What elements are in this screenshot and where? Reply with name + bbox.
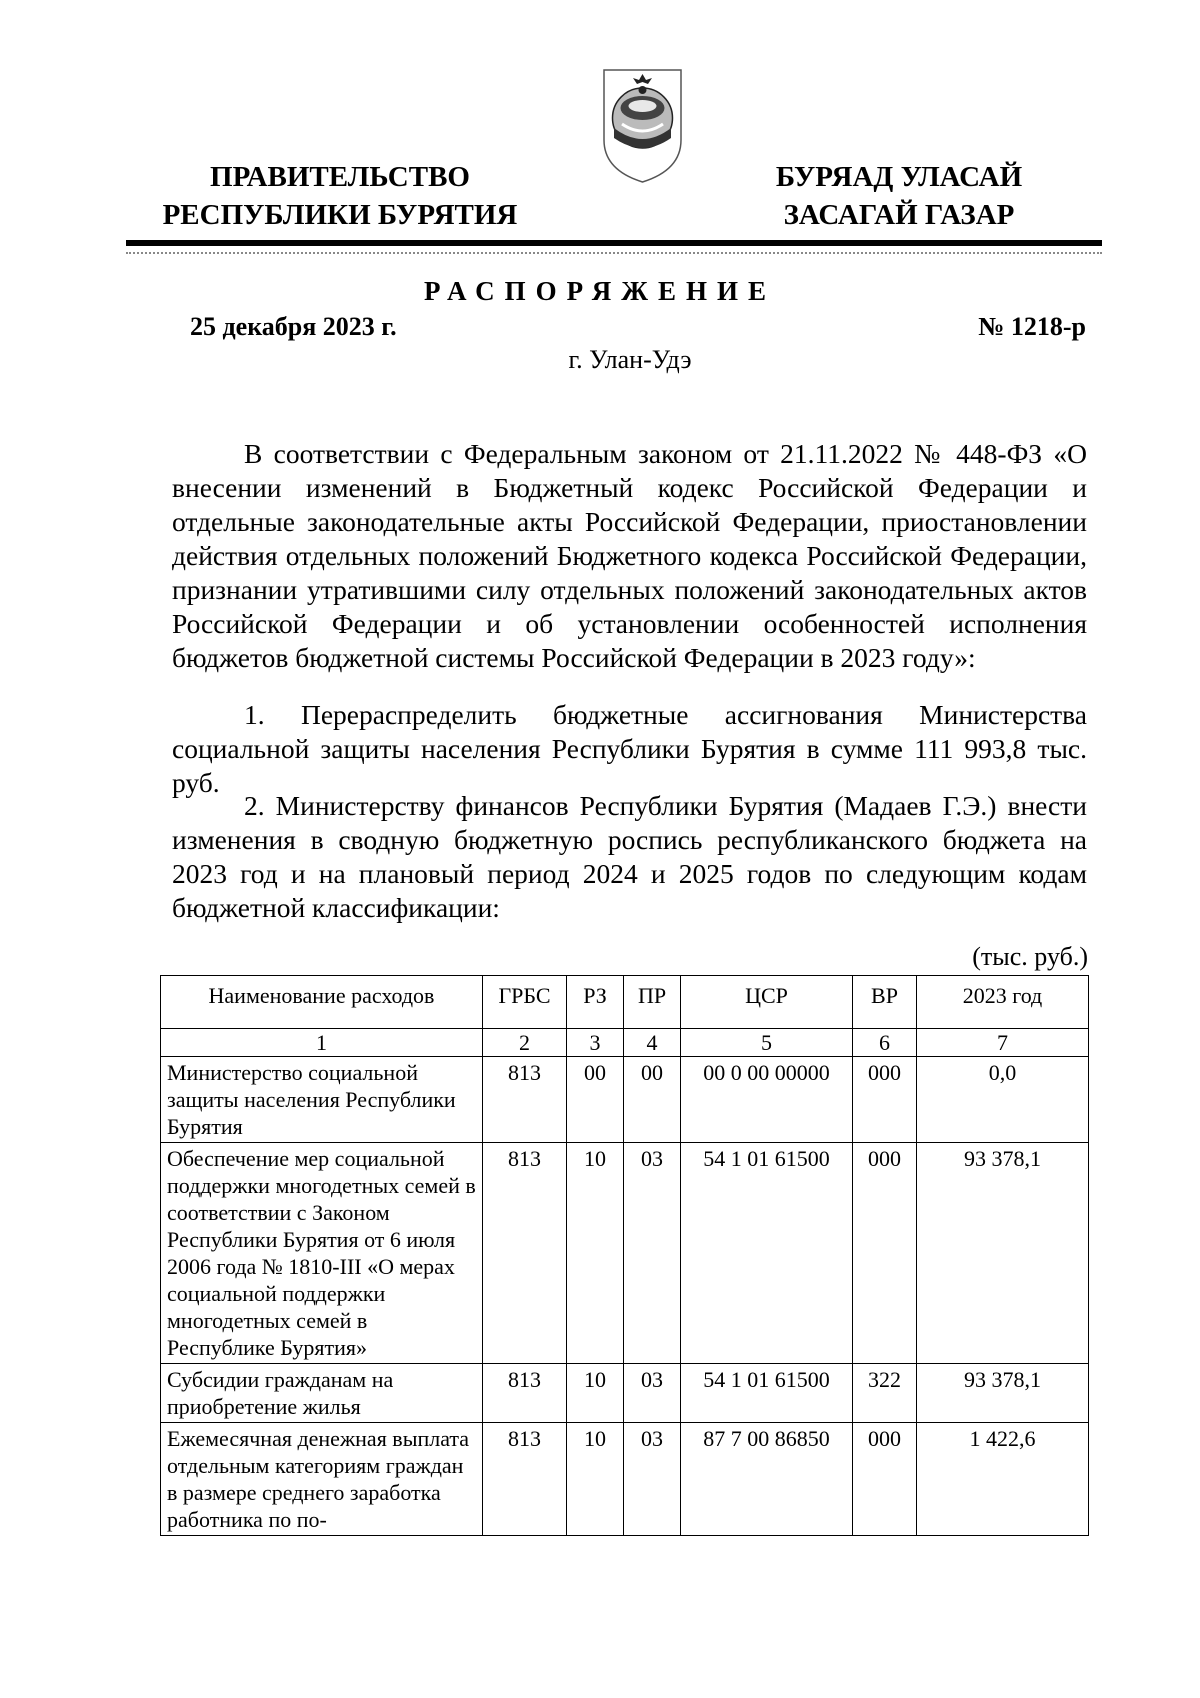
column-number: 6 [853, 1029, 917, 1057]
preamble-paragraph [172, 437, 1087, 675]
row-rz: 10 [567, 1423, 624, 1536]
row-rz: 10 [567, 1143, 624, 1364]
table-row [161, 1423, 1089, 1536]
header-left-line2: РЕСПУБЛИКИ БУРЯТИЯ [162, 199, 518, 231]
row-name: Министерство социальной защиты населения Республики Бурятия [161, 1057, 483, 1143]
row-vr: 000 [853, 1143, 917, 1364]
item-1-paragraph [172, 698, 1087, 800]
preamble-text: В соответствии с Федеральным законом от 21.11.2022 № 448-ФЗ «О внесении изменений в Бюджетный кодекс Российской Федерации и отдельные законодательные акты Российской Федерации, приостановлении действия отдельных положений Бюджетного кодекса Российской Федерации, признании утратившими силу отдельных положений законодательных актов Российской Федерации и об установлении особенностей исполнения бюджетов бюджетной системы Российской Федерации в 2023 году»: [172, 438, 1087, 673]
table-column-numbers-row [161, 1029, 1089, 1057]
row-amount: 1 422,6 [917, 1423, 1089, 1536]
header-cell-rz: РЗ [567, 976, 624, 1029]
row-vr: 000 [853, 1057, 917, 1143]
row-csr: 54 1 01 61500 [681, 1143, 853, 1364]
table-header-row [161, 976, 1089, 1029]
table-row [161, 1057, 1089, 1143]
column-number: 3 [567, 1029, 624, 1057]
item-1-text: 1. Перераспределить бюджетные ассигнования Министерства социальной защиты населения Республики Бурятия в сумме 111 993,8 тыс. руб. [172, 699, 1087, 798]
column-number: 7 [917, 1029, 1089, 1057]
government-name-buryat [744, 158, 1054, 234]
header-right-line1: БУРЯАД УЛАСАЙ [775, 161, 1023, 193]
header-divider-thick [126, 240, 1102, 246]
item-2-paragraph [172, 789, 1087, 925]
header-cell-year: 2023 год [917, 976, 1089, 1029]
row-grbs: 813 [483, 1423, 567, 1536]
row-csr: 00 0 00 00000 [681, 1057, 853, 1143]
header-divider-thin [126, 252, 1102, 254]
column-number: 4 [624, 1029, 681, 1057]
document-city: г. Улан-Удэ [568, 345, 692, 374]
header-cell-csr: ЦСР [681, 976, 853, 1029]
row-csr: 54 1 01 61500 [681, 1364, 853, 1423]
header-cell-pr: ПР [624, 976, 681, 1029]
row-pr: 03 [624, 1143, 681, 1364]
row-amount: 0,0 [917, 1057, 1089, 1143]
column-number: 5 [681, 1029, 853, 1057]
row-rz: 10 [567, 1364, 624, 1423]
column-number: 2 [483, 1029, 567, 1057]
row-name: Ежемесячная денежная выплата отдельным категориям граждан в размере среднего заработка работника по по- [161, 1423, 483, 1536]
header-cell-name: Наименование расходов [161, 976, 483, 1029]
header-cell-grbs: ГРБС [483, 976, 567, 1029]
document-date: 25 декабря 2023 г. [190, 312, 397, 341]
row-amount: 93 378,1 [917, 1364, 1089, 1423]
document-title: РАСПОРЯЖЕНИЕ [423, 276, 777, 306]
row-vr: 000 [853, 1423, 917, 1536]
table-unit-label: (тыс. руб.) [972, 942, 1088, 971]
row-grbs: 813 [483, 1143, 567, 1364]
row-vr: 322 [853, 1364, 917, 1423]
government-name-russian [140, 158, 540, 234]
row-name: Субсидии гражданам на приобретение жилья [161, 1364, 483, 1423]
item-2-text: 2. Министерству финансов Республики Бурятия (Мадаев Г.Э.) внести изменения в сводную бюджетную роспись республиканского бюджета на 2023 год и на плановый период 2024 и 2025 годов по следующим кодам бюджетной классификации: [172, 790, 1087, 923]
header-left-line1: ПРАВИТЕЛЬСТВО [210, 161, 470, 193]
row-grbs: 813 [483, 1364, 567, 1423]
document-number: № 1218-р [978, 312, 1086, 341]
header-cell-vr: ВР [853, 976, 917, 1029]
row-csr: 87 7 00 86850 [681, 1423, 853, 1536]
row-rz: 00 [567, 1057, 624, 1143]
row-amount: 93 378,1 [917, 1143, 1089, 1364]
row-pr: 00 [624, 1057, 681, 1143]
table-row [161, 1364, 1089, 1423]
row-pr: 03 [624, 1364, 681, 1423]
row-grbs: 813 [483, 1057, 567, 1143]
row-name: Обеспечение мер социальной поддержки многодетных семей в соответствии с Законом Республики Бурятия от 6 июля 2006 года № 1810-III «О мерах социальной поддержки многодетных семей в Республике Бурятия» [161, 1143, 483, 1364]
header-right-line2: ЗАСАГАЙ ГАЗАР [783, 199, 1015, 231]
row-pr: 03 [624, 1423, 681, 1536]
budget-table [160, 975, 1089, 1536]
column-number: 1 [161, 1029, 483, 1057]
coat-of-arms-emblem [600, 60, 685, 185]
table-row [161, 1143, 1089, 1364]
